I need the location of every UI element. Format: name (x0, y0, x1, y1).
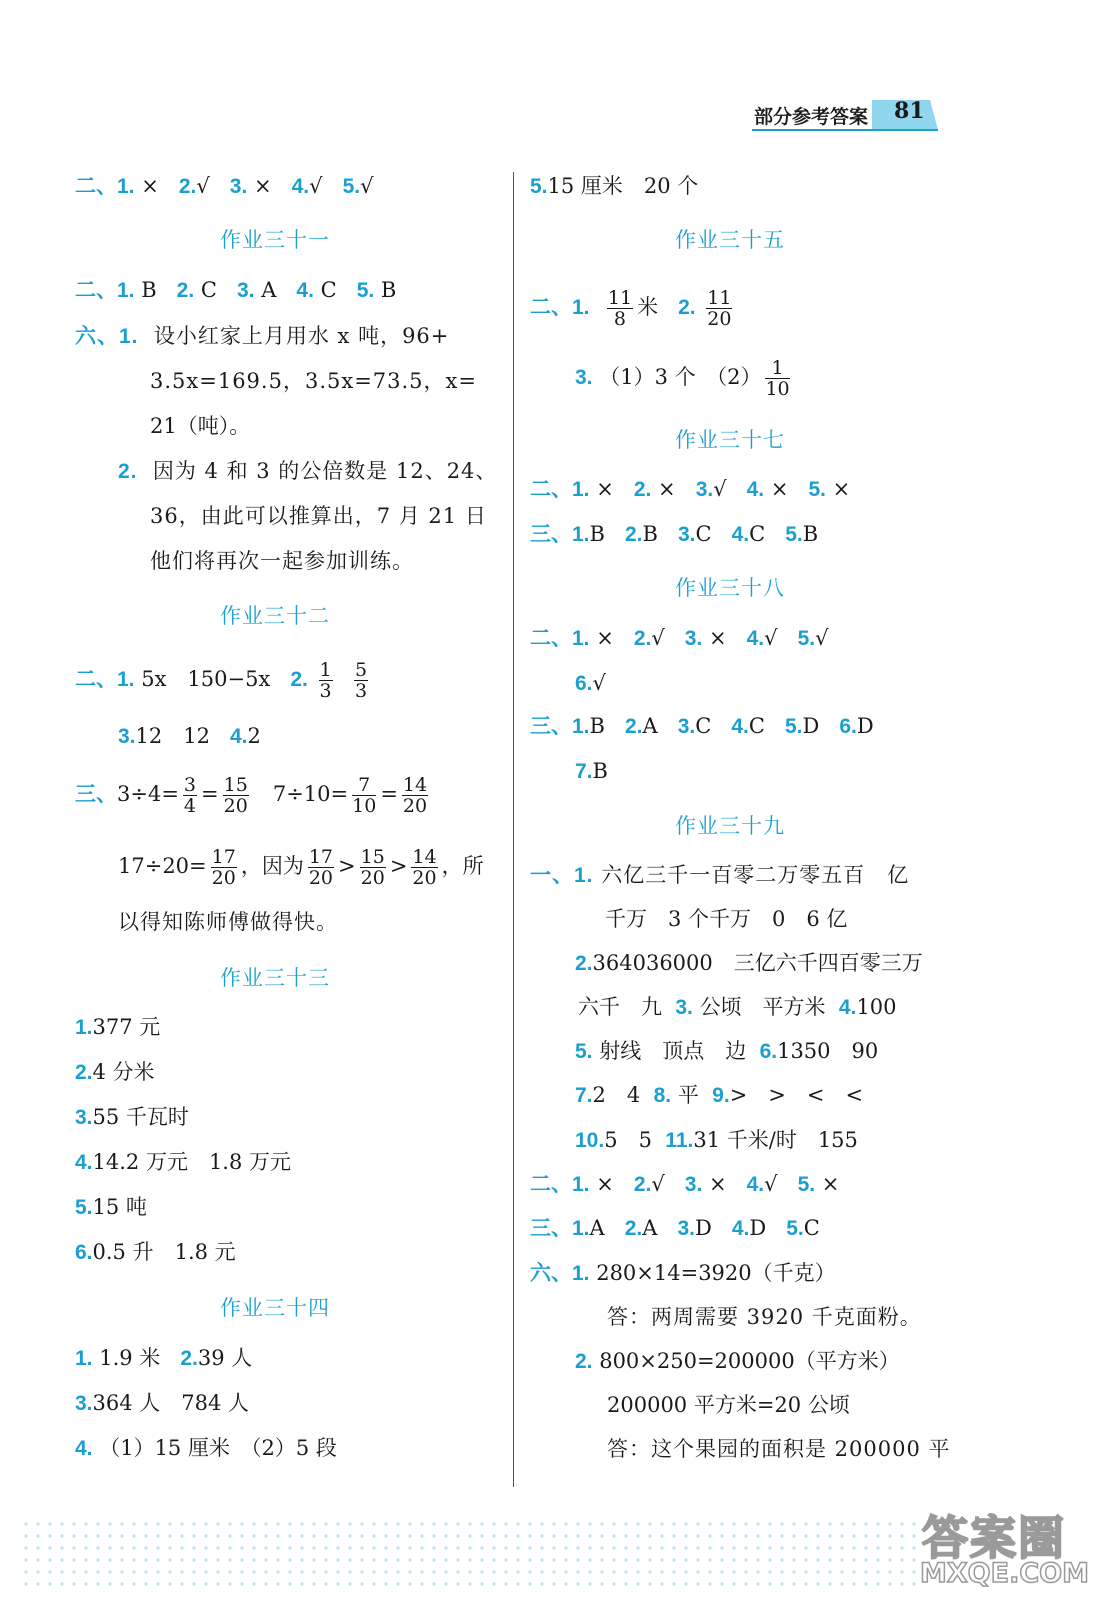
answer-line: 36，由此可以推算出，7 月 21 日 (150, 504, 487, 528)
answer-line: 答：这个果园的面积是 200000 平 (607, 1437, 951, 1461)
fraction: $\frac{5}{3}$ (354, 659, 368, 702)
fraction: $\frac{1}{3}$ (319, 659, 332, 702)
answer-line: 2. 因为 4 和 3 的公倍数是 12、24、 (118, 459, 498, 483)
answer-line: 千万 3 个千万 0 6 亿 (605, 907, 848, 931)
answer-line: 一、1. 六亿三千一百零二万零五百 亿 (530, 863, 910, 887)
answer-line: 5. 射线 顶点 边 6.1350 90 (575, 1039, 879, 1063)
section-title: 作业三十三 (220, 966, 330, 990)
answer-line: 三、3÷4= $\frac{3}{4}$ = $\frac{15}{20}$ 7÷10= $\frac{7}{10}$ = $\frac{14}{20}$ (75, 774, 428, 817)
fraction: $\frac{7}{10}$ (352, 774, 377, 817)
fraction: $\frac{15}{20}$ (223, 774, 248, 817)
fraction: $\frac{17}{20}$ (211, 846, 236, 889)
section-title: 作业三十四 (220, 1296, 330, 1320)
answer-line: 3.55 千瓦时 (75, 1105, 189, 1129)
page-number: 81 (894, 98, 925, 124)
fraction: $\frac{11}{8}$ (607, 287, 633, 330)
fraction: $\frac{11}{20}$ (707, 287, 732, 330)
answer-line: 6.0.5 升 1.8 元 (75, 1240, 236, 1264)
answer-line: 以得知陈师傅做得快。 (118, 910, 338, 934)
answer-line: 2.4 分米 (75, 1060, 155, 1084)
answer-line: 2.364036000 三亿六千四百零三万 (575, 951, 923, 975)
fraction: $\frac{17}{20}$ (308, 846, 334, 889)
answer-line: 二、1. $\frac{11}{8}$ 米 2. $\frac{11}{20}$ (530, 287, 732, 330)
answer-line: 六、1. 280×14=3920（千克） (530, 1261, 836, 1285)
answer-line: 三、1.B 2.A 3.C 4.C 5.D 6.D (530, 714, 874, 738)
answer-line: 二、1. × 2. × 3.√ 4. × 5. × (530, 477, 851, 501)
section-title: 作业三十一 (220, 228, 330, 252)
section-title: 作业三十七 (675, 428, 785, 452)
section-title: 作业三十九 (675, 814, 785, 838)
answer-line: 3. （1）3 个 （2） $\frac{1}{10}$ (575, 357, 790, 400)
header-section-label: 部分参考答案 (754, 106, 869, 128)
fraction: $\frac{3}{4}$ (183, 774, 197, 817)
fraction: $\frac{1}{10}$ (765, 357, 790, 400)
answer-line: 二、1. × 2.√ 3. × 4.√ 5.√ (530, 626, 829, 650)
answer-line: 5.15 吨 (75, 1195, 147, 1219)
answer-line: 六、1. 设小红家上月用水 x 吨，96+ (75, 324, 450, 348)
page-header (752, 98, 952, 132)
section-title: 作业三十八 (675, 576, 785, 600)
watermark-logo: 答案圈 MXQE.COM (920, 1511, 1089, 1589)
footer-dot-pattern (20, 1518, 920, 1590)
answer-line: 5.15 厘米 20 个 (530, 174, 699, 198)
answer-line: 4. （1）15 厘米 （2）5 段 (75, 1436, 337, 1460)
answer-line: 2. 800×250=200000（平方米） (575, 1349, 900, 1373)
answer-line: 二、1. 5x 150−5x 2. $\frac{1}{3}$ $\frac{5}{3}$ (75, 659, 368, 702)
answer-line: 三、1.A 2.A 3.D 4.D 5.C (530, 1216, 820, 1240)
answer-line: 三、1.B 2.B 3.C 4.C 5.B (530, 522, 819, 546)
fraction: $\frac{15}{20}$ (360, 846, 385, 889)
section-title: 作业三十二 (220, 604, 330, 628)
answer-line: 六千 九 3. 公顷 平方米 4.100 (578, 995, 897, 1019)
answer-line: 4.14.2 万元 1.8 万元 (75, 1150, 292, 1174)
answer-line: 二、1. B 2. C 3. A 4. C 5. B (75, 278, 397, 302)
answer-line: 1.377 元 (75, 1015, 161, 1039)
column-divider (513, 172, 514, 1487)
answer-line: 7.B (575, 759, 608, 783)
fraction: $\frac{14}{20}$ (412, 846, 437, 889)
section-title: 作业三十五 (675, 228, 785, 252)
answer-line: 7.2 4 8. 平 9.> > < < (575, 1083, 864, 1107)
answer-line: 二、1. × 2.√ 3. × 4.√ 5.√ (75, 174, 374, 198)
answer-line: 17÷20= $\frac{17}{20}$ ，因为 $\frac{17}{20}$ > $\frac{15}{20}$ > $\frac{14}{20}$ ，所 (118, 846, 484, 889)
answer-line: 6.√ (575, 671, 606, 695)
fraction: $\frac{14}{20}$ (402, 774, 428, 817)
answer-line: 200000 平方米=20 公顷 (607, 1393, 850, 1417)
answer-line: 3.12 12 4.2 (118, 724, 261, 748)
answer-line: 3.5x=169.5，3.5x=73.5，x= (150, 369, 477, 393)
answer-line: 他们将再次一起参加训练。 (150, 549, 414, 573)
answer-line: 二、1. × 2.√ 3. × 4.√ 5. × (530, 1172, 840, 1196)
answer-line: 21（吨）。 (150, 414, 251, 438)
answer-line: 答：两周需要 3920 千克面粉。 (607, 1305, 922, 1329)
answer-line: 10.5 5 11.31 千米/时 155 (575, 1128, 858, 1152)
answer-line: 1. 1.9 米 2.39 人 (75, 1346, 253, 1370)
answer-line: 3.364 人 784 人 (75, 1391, 250, 1415)
